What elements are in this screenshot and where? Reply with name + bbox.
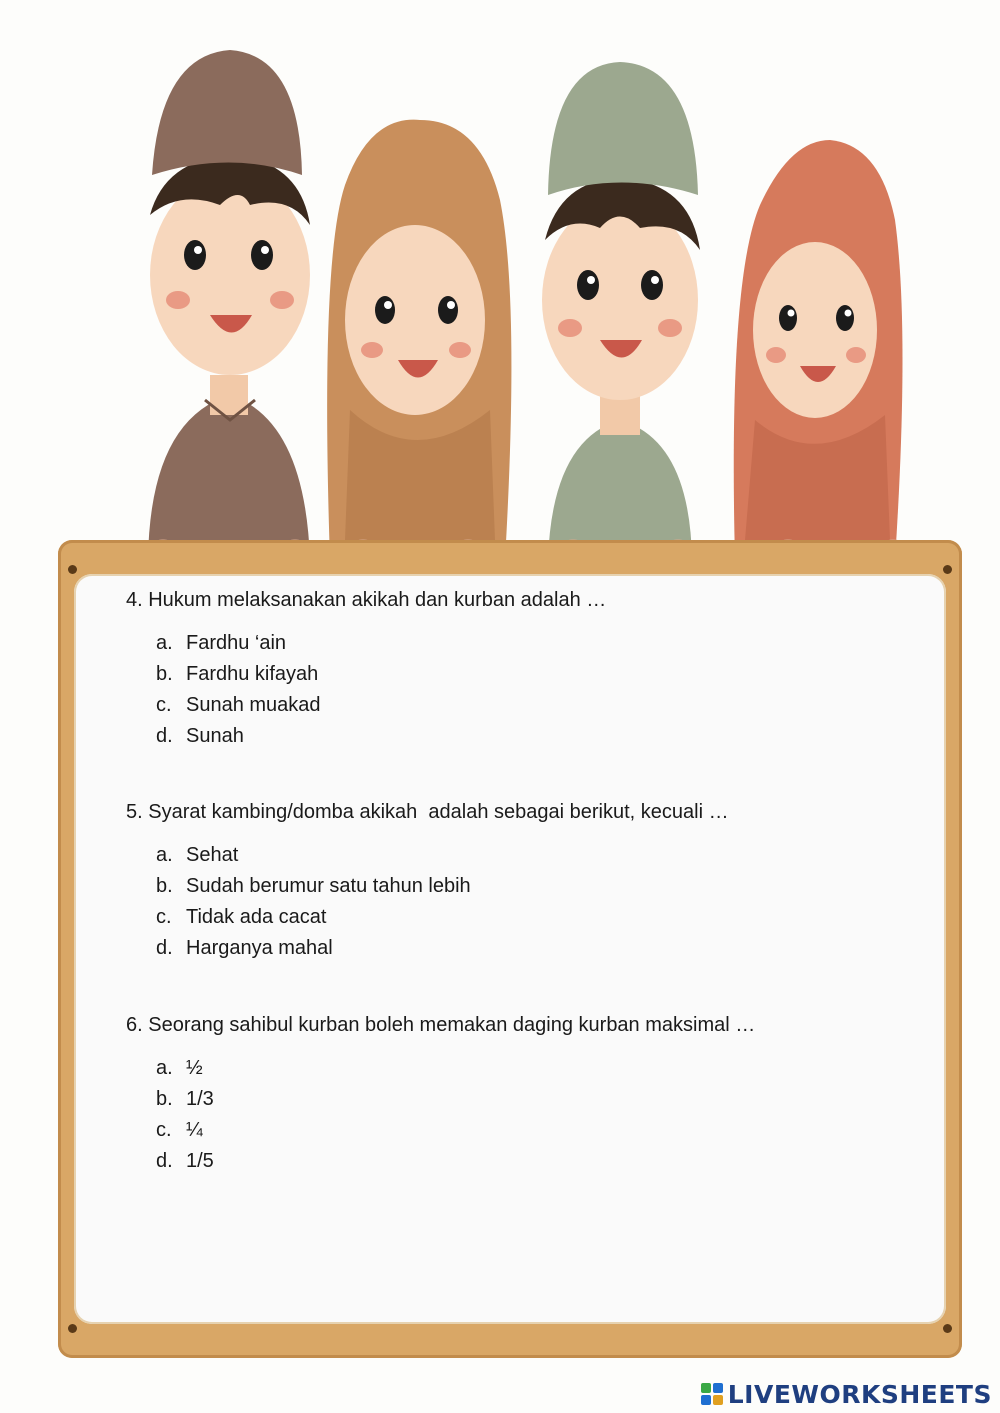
question-5 xyxy=(126,798,729,964)
option-c[interactable]: c. Tidak ada cacat xyxy=(156,906,327,928)
bolt-icon xyxy=(68,565,77,574)
kid-girl-tan-hijab xyxy=(327,120,511,560)
option-b[interactable]: b. Fardhu kifayah xyxy=(156,663,319,685)
options-list xyxy=(126,628,606,752)
kid-girl-coral-hijab xyxy=(734,140,903,560)
options-list xyxy=(126,840,729,964)
option-d[interactable]: d. Sunah xyxy=(156,725,244,747)
option-c[interactable]: c. Sunah muakad xyxy=(156,694,321,716)
kid-boy-green-cap xyxy=(542,62,700,560)
question-text: 6. Seorang sahibul kurban boleh memakan daging kurban maksimal … xyxy=(126,1014,756,1036)
option-c[interactable]: c. ¼ xyxy=(156,1119,203,1141)
option-b[interactable]: b. 1/3 xyxy=(156,1088,214,1110)
option-d[interactable]: d. Harganya mahal xyxy=(156,937,333,959)
bolt-icon xyxy=(68,1324,77,1333)
kid-boy-brown-cap xyxy=(148,50,310,560)
option-a[interactable]: a. ½ xyxy=(156,1057,203,1079)
question-text: 5. Syarat kambing/domba akikah adalah sebagai berikut, kecuali … xyxy=(126,801,729,823)
options-list xyxy=(126,1053,755,1177)
option-b[interactable]: b. Sudah berumur satu tahun lebih xyxy=(156,875,471,897)
liveworksheets-logo-icon xyxy=(700,1382,724,1406)
question-6 xyxy=(126,1011,755,1177)
liveworksheets-watermark[interactable] xyxy=(700,1379,992,1409)
bolt-icon xyxy=(943,565,952,574)
children-illustration xyxy=(0,0,1000,590)
question-text: 4. Hukum melaksanakan akikah dan kurban adalah … xyxy=(126,589,607,611)
bolt-icon xyxy=(943,1324,952,1333)
watermark-text: LIVEWORKSHEETS xyxy=(727,1379,992,1409)
question-4 xyxy=(126,586,606,752)
option-a[interactable]: a. Sehat xyxy=(156,844,239,866)
option-a[interactable]: a. Fardhu ‘ain xyxy=(156,632,287,654)
option-d[interactable]: d. 1/5 xyxy=(156,1150,214,1172)
